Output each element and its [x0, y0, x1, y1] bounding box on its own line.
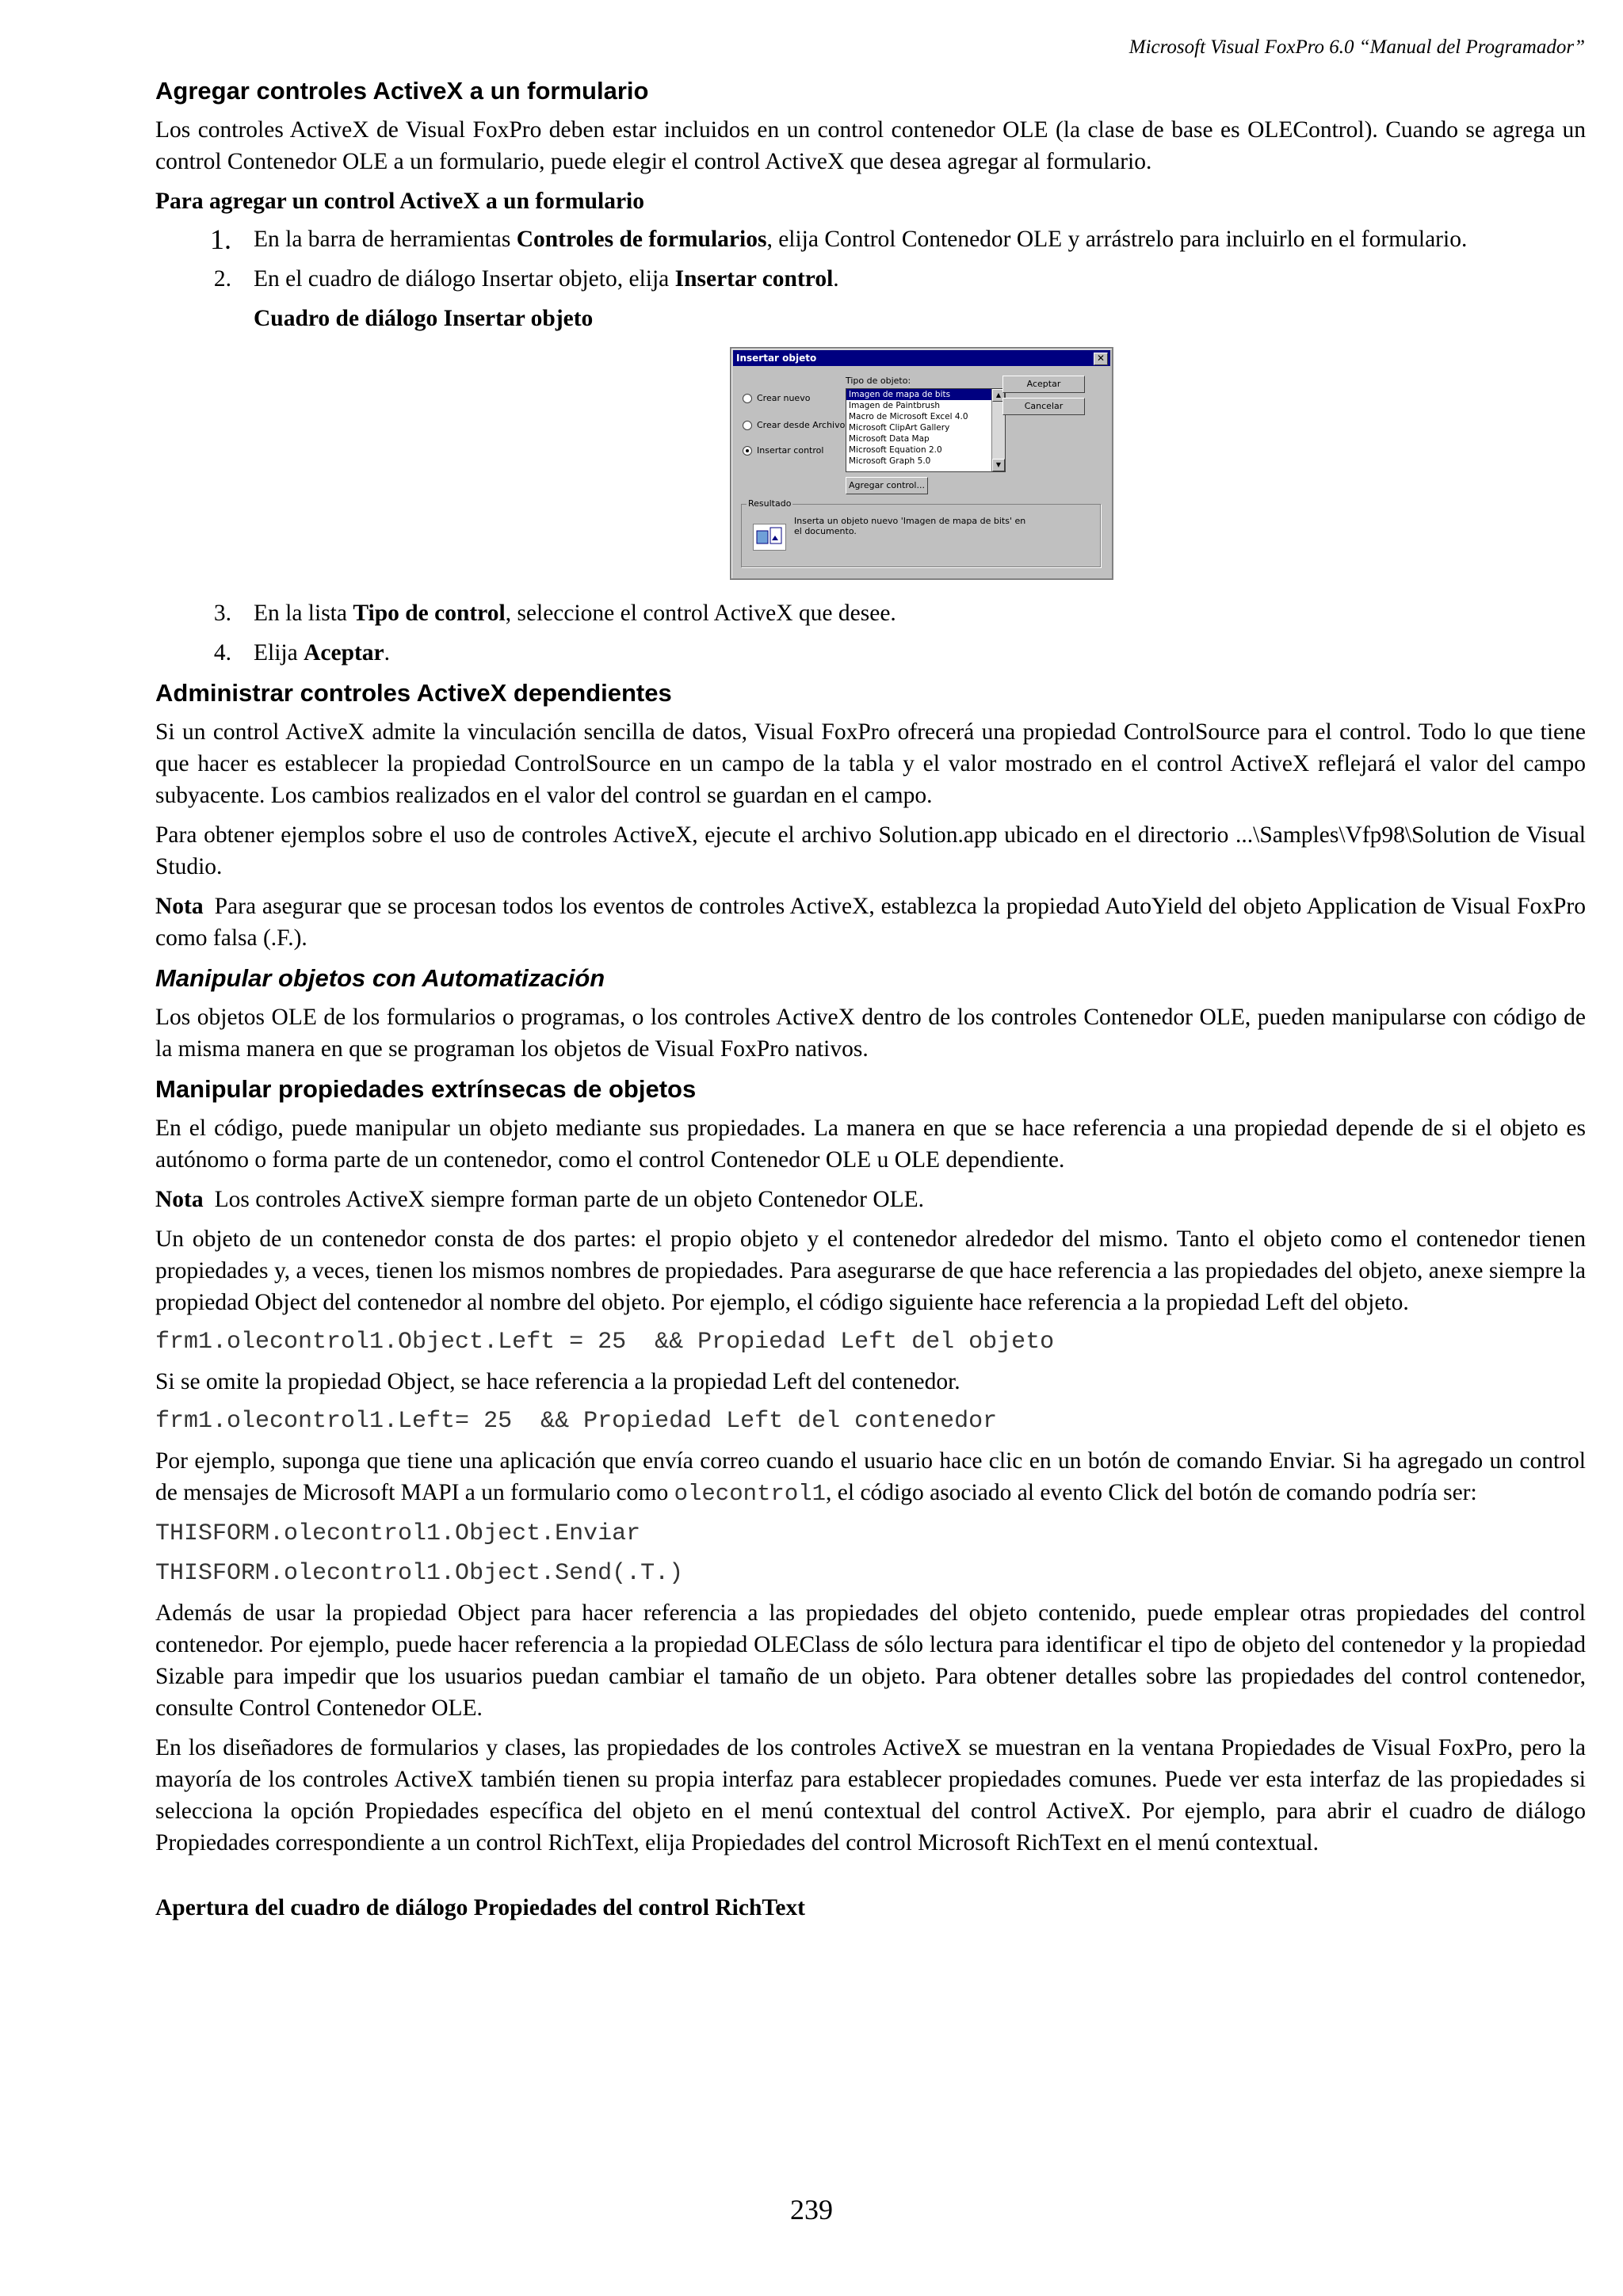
paragraph: Para obtener ejemplos sobre el uso de controles ActiveX, ejecute el archivo Solution.app ubicado en el directorio ...\Samples\Vfp98\Solution de Visual Studio.	[155, 822, 1586, 879]
heading-agregar: Agregar controles ActiveX a un formulario	[155, 77, 649, 105]
note-label: Nota	[155, 894, 204, 919]
page-content	[155, 74, 1586, 1930]
procedure-title: Para agregar un control ActiveX a un formulario	[155, 189, 644, 214]
figure-caption: Cuadro de diálogo Insertar objeto	[254, 306, 594, 331]
step-text: .	[384, 640, 391, 666]
step-text: , elija Control Contenedor OLE y arrástrelo para incluirlo en el formulario.	[766, 227, 1468, 252]
close-icon[interactable]: ✕	[1094, 353, 1108, 365]
insertar-objeto-dialog	[730, 347, 1113, 580]
cancelar-button[interactable]: Cancelar	[1002, 398, 1085, 415]
steps-list	[155, 223, 1586, 295]
step-3	[155, 597, 1586, 629]
list-item[interactable]: Macro de Microsoft Excel 4.0	[849, 412, 968, 421]
step-text: En el cuadro de diálogo Insertar objeto, elija	[254, 266, 675, 292]
radio-circle-icon	[743, 394, 752, 403]
paragraph: Si se omite la propiedad Object, se hace referencia a la propiedad Left del contenedor.	[155, 1369, 960, 1394]
paragraph	[155, 1445, 1586, 1510]
code-line: frm1.olecontrol1.Left= 25 && Propiedad Left del contenedor	[155, 1408, 998, 1435]
figure-caption: Apertura del cuadro de diálogo Propiedades del control RichText	[155, 1895, 806, 1920]
note	[155, 1184, 1586, 1215]
dialog-title: Insertar objeto	[736, 353, 817, 364]
list-item[interactable]: Imagen de mapa de bits	[846, 389, 1005, 400]
step-2	[155, 263, 1586, 295]
paragraph: Un objeto de un contenedor consta de dos partes: el propio objeto y el contenedor alrededor del mismo. Tanto el objeto como el contenedor tienen propiedades y, a veces, tienen los mismos nombres de propiedades. Para asegurarse de que hace referencia a las propiedades del objeto, anexe siempre la propiedad Object del contenedor al nombre del objeto. Por ejemplo, el código siguiente hace referencia a la propiedad Left del objeto.	[155, 1226, 1586, 1315]
list-item[interactable]: Imagen de Paintbrush	[849, 401, 941, 410]
heading-automatizacion: Manipular objetos con Automatización	[155, 964, 605, 992]
paragraph: En los diseñadores de formularios y clases, las propiedades de los controles ActiveX se muestran en la ventana Propiedades de Visual FoxPro, pero la mayoría de los controles ActiveX también tienen su propia interfaz para establecer propiedades comunes. Puede ver esta interfaz de las propiedades si selecciona la opción Propiedades específica del objeto en el menú contextual del control ActiveX. Por ejemplo, para abrir el cuadro de diálogo Propiedades correspondiente a un control RichText, elija Propiedades del control Microsoft RichText en el menú contextual.	[155, 1735, 1586, 1855]
radio-label: Insertar control	[757, 445, 824, 456]
step-bold: Tipo de control	[353, 601, 506, 626]
radio-selected-icon	[743, 446, 752, 456]
paragraph: Además de usar la propiedad Object para hacer referencia a las propiedades del objeto contenido, puede emplear otras propiedades del control contenedor. Por ejemplo, puede hacer referencia a la propiedad OLEClass de sólo lectura para identificar el tipo de objeto del contenedor y la propiedad Sizable para impedir que los usuarios puedan cambiar el tamaño de un objeto. Para obtener detalles sobre las propiedades del control contenedor, consulte Control Contenedor OLE.	[155, 1600, 1586, 1721]
code-line: frm1.olecontrol1.Object.Left = 25 && Propiedad Left del objeto	[155, 1329, 1055, 1356]
radio-label: Crear nuevo	[757, 393, 811, 403]
note	[155, 891, 1586, 954]
code-line: THISFORM.olecontrol1.Object.Send(.T.)	[155, 1560, 684, 1587]
resultado-label: Resultado	[748, 498, 792, 509]
resultado-group	[741, 498, 1101, 567]
list-item[interactable]: Microsoft Data Map	[849, 434, 930, 444]
dialog-titlebar	[733, 350, 1110, 366]
step-number: 1.	[210, 223, 231, 255]
paragraph-text: , el código asociado al evento Click del botón de comando podría ser:	[826, 1480, 1477, 1505]
radio-crear-nuevo[interactable]	[743, 393, 810, 403]
step-1	[155, 223, 1586, 255]
note-text: Los controles ActiveX siempre forman parte de un objeto Contenedor OLE.	[214, 1187, 925, 1212]
radio-insertar-control[interactable]	[743, 445, 823, 456]
step-number: 4.	[213, 640, 231, 666]
scroll-up-icon[interactable]: ▲	[992, 389, 1005, 402]
agregar-control-button[interactable]: Agregar control...	[846, 477, 928, 494]
step-text: En la barra de herramientas	[254, 227, 517, 252]
steps-list-continued	[155, 597, 1586, 669]
page-number: 239	[790, 2194, 833, 2225]
paragraph: Los controles ActiveX de Visual FoxPro deben estar incluidos en un control contenedor OLE (la clase de base es OLEControl). Cuando se agrega un control Contenedor OLE a un formulario, puede elegir el control ActiveX que desea agregar al formulario.	[155, 117, 1586, 174]
step-bold: Controles de formularios	[516, 227, 767, 252]
step-text: , seleccione el control ActiveX que desee.	[505, 601, 896, 626]
list-item[interactable]: Microsoft ClipArt Gallery	[849, 423, 950, 433]
list-item[interactable]: Microsoft Graph 5.0	[849, 456, 931, 466]
tipo-objeto-listbox[interactable]	[846, 388, 1006, 472]
heading-extrinsecas: Manipular propiedades extrínsecas de objetos	[155, 1075, 697, 1103]
step-text: En la lista	[254, 601, 353, 626]
step-text: Elija	[254, 640, 304, 666]
paragraph: En el código, puede manipular un objeto mediante sus propiedades. La manera en que se hace referencia a una propiedad depende de si el objeto es autónomo o forma parte de un contenedor, como el control Contenedor OLE u OLE dependiente.	[155, 1116, 1586, 1173]
step-4	[155, 637, 1586, 669]
step-bold: Aceptar	[304, 640, 384, 666]
tipo-objeto-label: Tipo de objeto:	[846, 376, 911, 386]
note-label: Nota	[155, 1187, 204, 1212]
paragraph-text: Por ejemplo, suponga que tiene una aplicación que envía correo cuando el usuario hace clic en un botón de comando Enviar. Si ha agregado un control de mensajes de Microsoft MAPI a un formulario como	[155, 1448, 1586, 1505]
radio-crear-desde-archivo[interactable]	[743, 420, 845, 430]
heading-dependientes: Administrar controles ActiveX dependientes	[155, 679, 672, 707]
scroll-down-icon[interactable]: ▼	[992, 459, 1005, 471]
radio-label: Crear desde Archivo	[757, 420, 846, 430]
step-number: 2.	[213, 266, 231, 292]
resultado-text: Inserta un objeto nuevo 'Imagen de mapa de bits' en el documento.	[794, 516, 1026, 536]
code-line: THISFORM.olecontrol1.Object.Enviar	[155, 1520, 641, 1547]
step-bold: Insertar control	[674, 266, 834, 292]
step-text: .	[833, 266, 839, 292]
paragraph: Si un control ActiveX admite la vinculación sencilla de datos, Visual FoxPro ofrecerá una propiedad ControlSource para el control. Todo lo que tiene que hacer es establecer la propiedad ControlSource en un campo de la tabla y el valor mostrado en el control ActiveX reflejará el valor del campo subyacente. Los cambios realizados en el valor del control se guardan en el campo.	[155, 719, 1586, 808]
inline-code: olecontrol1	[674, 1481, 827, 1507]
aceptar-button[interactable]: Aceptar	[1002, 376, 1085, 393]
note-text: Para asegurar que se procesan todos los eventos de controles ActiveX, establezca la propiedad AutoYield del objeto Application de Visual FoxPro como falsa (.F.).	[155, 894, 1586, 951]
step-number: 3.	[213, 601, 231, 626]
list-item[interactable]: Microsoft Equation 2.0	[849, 445, 942, 455]
insert-object-icon	[753, 524, 786, 551]
paragraph: Los objetos OLE de los formularios o programas, o los controles ActiveX dentro de los controles Contenedor OLE, pueden manipularse con código de la misma manera en que se programan los objetos de Visual FoxPro nativos.	[155, 1005, 1586, 1062]
radio-circle-icon	[743, 421, 752, 430]
running-header: Microsoft Visual FoxPro 6.0 “Manual del Programador”	[1128, 36, 1585, 58]
